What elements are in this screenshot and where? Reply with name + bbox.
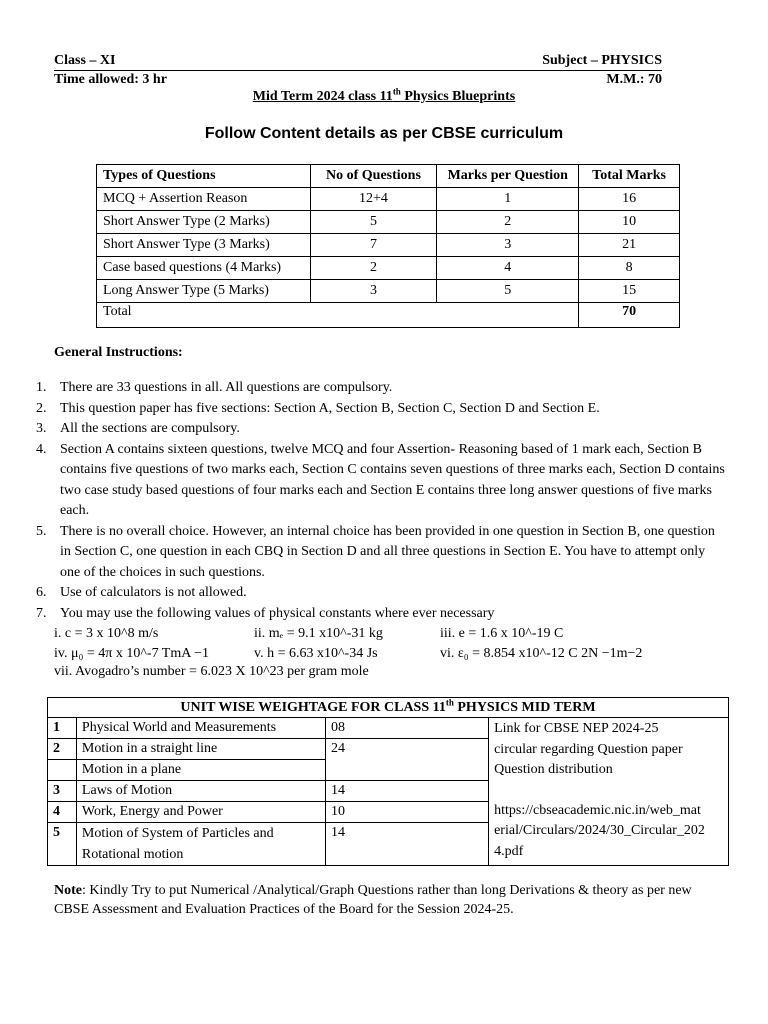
- table-cell: 3: [310, 280, 437, 303]
- spacer: [494, 781, 723, 801]
- table-cell: 21: [579, 234, 680, 257]
- item-number: 6.: [36, 585, 47, 600]
- table-cell: 4: [437, 257, 579, 280]
- table-cell: 8: [579, 257, 680, 280]
- instruction-item: [36, 399, 726, 420]
- column-header: No of Questions: [310, 165, 437, 188]
- unit-marks: 14: [325, 781, 488, 802]
- unit-number: 1: [48, 718, 77, 739]
- circular-url: 4.pdf: [494, 843, 524, 859]
- total-label: Total: [97, 303, 579, 328]
- title-superscript: th: [392, 86, 401, 97]
- note-label: Note: [54, 883, 82, 898]
- item-text: This question paper has five sections: Section A, Section B, Section C, Section D and Section E.: [60, 400, 600, 416]
- time-allowed: Time allowed: 3 hr: [54, 72, 167, 87]
- blueprint-table: [96, 164, 680, 328]
- instruction-item: [36, 604, 726, 625]
- column-header: Marks per Question: [437, 165, 579, 188]
- link-description: Question distribution: [494, 762, 613, 777]
- item-text: All the sections are compulsory.: [60, 421, 240, 436]
- table-cell: 1: [437, 188, 579, 211]
- item-number: 3.: [36, 421, 47, 436]
- instructions-list: [36, 378, 726, 624]
- table-total-row: [97, 303, 680, 328]
- unit-number: [48, 760, 77, 781]
- table-cell: MCQ + Assertion Reason: [97, 188, 311, 211]
- table-cell: Long Answer Type (5 Marks): [97, 280, 311, 303]
- class-label: Class – XI: [54, 53, 116, 68]
- item-number: 4.: [36, 441, 47, 457]
- item-text: You may use the following values of physical constants where ever necessary: [60, 605, 495, 621]
- unit-marks: 14: [325, 823, 488, 866]
- total-value: 70: [579, 303, 680, 328]
- table-cell: Short Answer Type (3 Marks): [97, 234, 311, 257]
- unit-name: Work, Energy and Power: [76, 802, 325, 823]
- table-cell: 16: [579, 188, 680, 211]
- item-text: There are 33 questions in all. All questions are compulsory.: [60, 380, 393, 395]
- unit-name: Laws of Motion: [76, 781, 325, 802]
- instruction-item: [36, 378, 726, 399]
- item-number: 2.: [36, 400, 47, 416]
- table-row: [48, 718, 729, 739]
- note-paragraph: [54, 881, 724, 919]
- instruction-item: [36, 419, 726, 440]
- item-text: There is no overall choice. However, an internal choice has been provided in one question in Section B, one question in Section C, one question in each CBQ in Section D and all three questions in Section E. You have to attempt only one of the choices in such questions.: [60, 523, 715, 580]
- item-number: 1.: [36, 380, 47, 395]
- item-text: Use of calculators is not allowed.: [60, 585, 247, 600]
- table-header-row: [97, 165, 680, 188]
- item-number: 7.: [36, 605, 47, 621]
- item-number: 5.: [36, 523, 47, 539]
- heading-text-end: PHYSICS MID TERM: [453, 700, 596, 715]
- unit-name: Physical World and Measurements: [76, 718, 325, 739]
- max-marks: M.M.: 70: [606, 72, 662, 87]
- constant-avogadro: vii. Avogadro’s number = 6.023 X 10^23 per gram mole: [54, 664, 369, 679]
- table-cell: 15: [579, 280, 680, 303]
- constant-me: ii. mₑ = 9.1 x10^-31 kg: [254, 626, 383, 641]
- circular-url: erial/Circulars/2024/30_Circular_202: [494, 823, 705, 838]
- table-row: [97, 257, 680, 280]
- table-header-row: [48, 698, 729, 718]
- unit-name: Motion of System of Particles and Rotational motion: [76, 823, 325, 866]
- instruction-item: [36, 440, 726, 522]
- table-row: [97, 280, 680, 303]
- table-cell: 5: [310, 211, 437, 234]
- unit-number: 4: [48, 802, 77, 823]
- table-row: [97, 188, 680, 211]
- document-title: [0, 86, 768, 105]
- title-text-end: Physics Blueprints: [400, 89, 516, 104]
- subtitle: Follow Content details as per CBSE curriculum: [204, 125, 564, 142]
- unit-name: Motion in a straight line: [76, 739, 325, 760]
- unit-marks: 24: [325, 739, 488, 781]
- general-instructions-heading: General Instructions:: [54, 345, 183, 360]
- link-description: circular regarding Question paper: [494, 741, 683, 757]
- subject-label: Subject – PHYSICS: [542, 53, 662, 68]
- item-text: Section A contains sixteen questions, twelve MCQ and four Assertion- Reasoning based of 1 mark each, Section B contains five questions of two marks each, Section C contains seven questions of three marks each, Section D contains two case study based questions of four marks each and Section E contains three long answer questions of five marks each.: [60, 441, 725, 518]
- constant-c: i. c = 3 x 10^8 m/s: [54, 626, 159, 641]
- circular-link-cell: [489, 718, 729, 866]
- title-text: Mid Term 2024 class 11: [252, 89, 393, 104]
- unit-number: 5: [48, 823, 77, 866]
- table-cell: Case based questions (4 Marks): [97, 257, 311, 280]
- unit-name: Motion in a plane: [76, 760, 325, 781]
- instruction-item: [36, 522, 726, 584]
- link-description: Link for CBSE NEP 2024-25: [494, 721, 659, 736]
- table-cell: 5: [437, 280, 579, 303]
- unit-weightage-table: [47, 697, 729, 866]
- column-header: Total Marks: [579, 165, 680, 188]
- table-row: [97, 211, 680, 234]
- header-divider: [54, 70, 662, 71]
- table-cell: 2: [437, 211, 579, 234]
- circular-url: https://cbseacademic.nic.in/web_mat: [494, 802, 701, 818]
- unit-marks: 08: [325, 718, 488, 739]
- heading-text: UNIT WISE WEIGHTAGE FOR CLASS 11: [180, 700, 446, 715]
- unit-marks: 10: [325, 802, 488, 823]
- unit-number: 3: [48, 781, 77, 802]
- instruction-item: [36, 583, 726, 604]
- table-cell: 2: [310, 257, 437, 280]
- unit-number: 2: [48, 739, 77, 760]
- note-text: : Kindly Try to put Numerical /Analytical/Graph Questions rather than long Derivations & theory as per new CBSE Assessment and Evaluation Practices of the Board for the Session 2024-25.: [54, 883, 692, 917]
- table-cell: 10: [579, 211, 680, 234]
- constant-mu0: iv. μ₀ = 4π x 10^-7 TmA −1: [54, 646, 209, 661]
- table-row: [97, 234, 680, 257]
- table-cell: Short Answer Type (2 Marks): [97, 211, 311, 234]
- constant-e: iii. e = 1.6 x 10^-19 C: [440, 626, 564, 641]
- table-cell: 3: [437, 234, 579, 257]
- constant-eps0: vi. ε₀ = 8.854 x10^-12 C 2N −1m−2: [440, 646, 643, 661]
- heading-superscript: th: [445, 697, 454, 708]
- constant-h: v. h = 6.63 x10^-34 Js: [254, 646, 378, 661]
- unit-table-heading: [48, 698, 729, 718]
- column-header: Types of Questions: [97, 165, 311, 188]
- table-cell: 12+4: [310, 188, 437, 211]
- table-cell: 7: [310, 234, 437, 257]
